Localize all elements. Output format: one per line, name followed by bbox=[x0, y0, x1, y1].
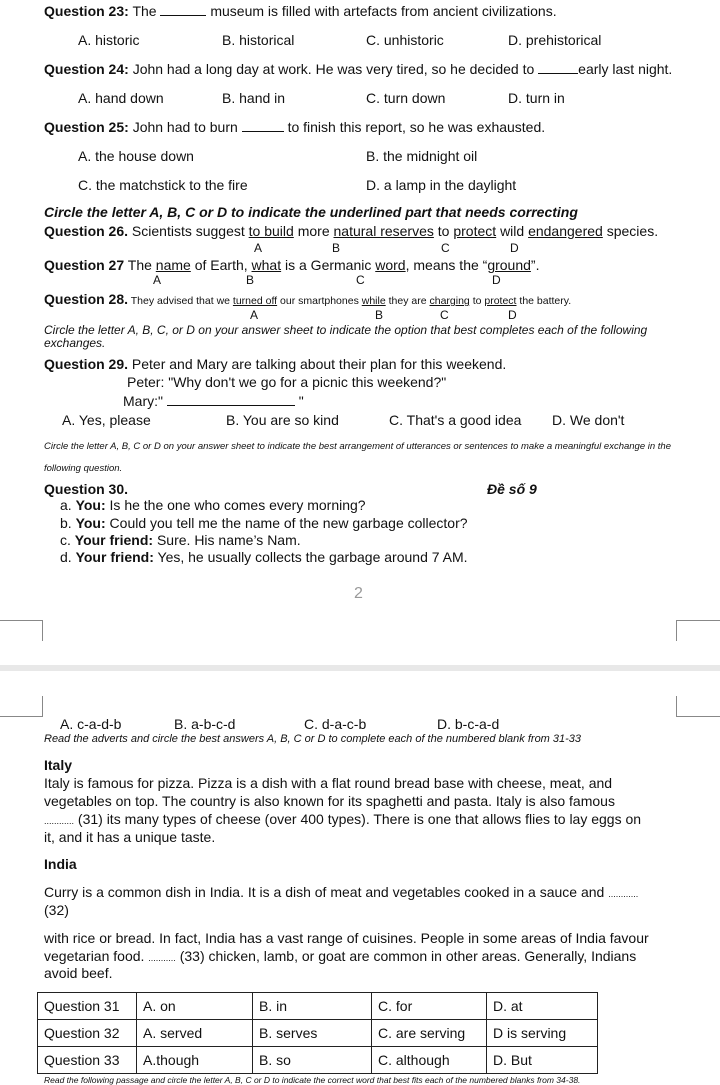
option-cell[interactable]: D is serving bbox=[487, 1020, 598, 1047]
question-number: Question 28. bbox=[44, 291, 129, 307]
option-cell[interactable]: B. so bbox=[253, 1047, 372, 1074]
underlined-part-a[interactable]: name bbox=[155, 257, 191, 273]
option-cell[interactable]: C. although bbox=[372, 1047, 487, 1074]
utterance-label: c. bbox=[60, 532, 71, 548]
question-24-stem bbox=[44, 61, 672, 77]
utterance-label: b. bbox=[60, 515, 72, 531]
option-d[interactable]: D. b-c-a-d bbox=[437, 716, 500, 732]
option-cell[interactable]: A. on bbox=[137, 993, 253, 1020]
stem-text: the battery. bbox=[519, 295, 572, 307]
question-number: Question 25: bbox=[44, 119, 129, 135]
page-corner-mark bbox=[0, 620, 43, 641]
advert-text: it, and it has a unique taste. bbox=[44, 829, 216, 845]
underlined-part-a[interactable]: turned off bbox=[232, 295, 278, 307]
option-b[interactable]: B. You are so kind bbox=[226, 412, 339, 428]
question-30-number bbox=[44, 481, 128, 497]
part-letter-c: C bbox=[441, 241, 450, 255]
stem-text: ”. bbox=[530, 257, 540, 273]
answer-blank: ............ bbox=[608, 889, 639, 899]
option-b[interactable]: B. hand in bbox=[222, 90, 286, 106]
question-number: Question 26. bbox=[44, 223, 129, 239]
option-a[interactable]: A. c-a-d-b bbox=[60, 716, 122, 732]
stem-text: The bbox=[127, 257, 152, 273]
question-number: Question 23: bbox=[44, 3, 129, 19]
utterance-d bbox=[60, 549, 468, 565]
option-a[interactable]: A. the house down bbox=[78, 148, 194, 164]
utterance-text: Is he the one who comes every morning? bbox=[109, 497, 366, 513]
utterance-a bbox=[60, 497, 366, 513]
utterance-label: d. bbox=[60, 549, 72, 565]
advert-text: avoid beef. bbox=[44, 965, 113, 981]
speaker-label: Mary:" bbox=[123, 393, 163, 409]
answer-table bbox=[37, 992, 598, 1074]
option-a[interactable]: A. hand down bbox=[78, 90, 164, 106]
answer-blank bbox=[167, 393, 295, 406]
advert-text bbox=[44, 948, 636, 964]
stem-text: John had to burn bbox=[132, 119, 238, 135]
advert-text bbox=[44, 811, 641, 827]
speaker-label: Your friend: bbox=[75, 549, 154, 565]
closing-quote: " bbox=[298, 393, 304, 409]
stem-text: Peter and Mary are talking about their plan for this weekend. bbox=[131, 356, 507, 372]
question-29-stem bbox=[44, 356, 506, 372]
part-letter-d: D bbox=[508, 308, 517, 322]
question-number: Question 24: bbox=[44, 61, 129, 77]
advert-text: vegetables on top. The country is also known for its spaghetti and pasta. Italy is also famous bbox=[44, 793, 615, 809]
section-instruction: Circle the letter A, B, C, or D on your answer sheet to indicate the option that best completes each of the following exchanges. bbox=[44, 323, 648, 350]
question-label: Question 31 bbox=[38, 993, 137, 1020]
stem-text: John had a long day at work. He was very tired, so he decided to bbox=[132, 61, 535, 77]
advert-text: Italy is famous for pizza. Pizza is a dish with a flat round bread base with cheese, meat, and bbox=[44, 775, 613, 791]
table-row bbox=[38, 1020, 598, 1047]
speaker-label: You: bbox=[75, 515, 106, 531]
utterance-text: Could you tell me the name of the new garbage collector? bbox=[109, 515, 468, 531]
stem-text: They advised that we bbox=[130, 295, 230, 307]
mary-line bbox=[123, 393, 304, 409]
stem-text: they are bbox=[388, 295, 427, 307]
part-letter-b: B bbox=[246, 273, 255, 287]
underlined-part-c[interactable]: word bbox=[375, 257, 406, 273]
question-number: Question 29. bbox=[44, 356, 129, 372]
underlined-part-c[interactable]: charging bbox=[429, 295, 470, 307]
advert-text-segment: (31) its many types of cheese (over 400 types). There is one that allows flies to lay eggs on bbox=[77, 811, 642, 827]
page-number: 2 bbox=[354, 585, 363, 602]
stem-text: to bbox=[472, 295, 482, 307]
underlined-part-b[interactable]: natural reserves bbox=[333, 223, 434, 239]
underlined-part-b[interactable]: while bbox=[361, 295, 386, 307]
part-letter-a: A bbox=[250, 308, 259, 322]
stem-text: more bbox=[297, 223, 330, 239]
option-cell[interactable]: D. But bbox=[487, 1047, 598, 1074]
advert-text-segment: (33) chicken, lamb, or goat are common in other areas. Generally, Indians bbox=[179, 948, 637, 964]
question-label: Question 33 bbox=[38, 1047, 137, 1074]
underlined-part-d[interactable]: protect bbox=[484, 295, 517, 307]
section-instruction: Read the adverts and circle the best answers A, B, C or D to complete each of the numbered blank from 31-33 bbox=[44, 733, 582, 745]
stem-text: to finish this report, so he was exhausted. bbox=[287, 119, 546, 135]
answer-blank bbox=[242, 119, 284, 132]
answer-blank: ............ bbox=[44, 816, 75, 826]
option-cell[interactable]: A.though bbox=[137, 1047, 253, 1074]
answer-blank bbox=[538, 61, 578, 74]
question-label: Question 32 bbox=[38, 1020, 137, 1047]
part-letter-a: A bbox=[254, 241, 263, 255]
underlined-part-b[interactable]: what bbox=[251, 257, 282, 273]
advert-text bbox=[44, 884, 638, 900]
utterance-text: Sure. His name’s Nam. bbox=[156, 532, 301, 548]
option-b[interactable]: B. a-b-c-d bbox=[174, 716, 236, 732]
option-d[interactable]: D. a lamp in the daylight bbox=[366, 177, 517, 193]
option-cell[interactable]: C. are serving bbox=[372, 1020, 487, 1047]
stem-text: Scientists suggest bbox=[131, 223, 245, 239]
part-letter-b: B bbox=[375, 308, 384, 322]
advert-text-segment: Curry is a common dish in India. It is a dish of meat and vegetables cooked in a sauce and bbox=[44, 884, 605, 900]
stem-text: of Earth, bbox=[194, 257, 248, 273]
part-letter-b: B bbox=[332, 241, 341, 255]
section-instruction: Circle the letter A, B, C or D on your answer sheet to indicate the best arrangement of utterances or sentences to make a meaningful exchange in the following question. bbox=[44, 441, 671, 474]
stem-text: The bbox=[132, 3, 157, 19]
part-letter-c: C bbox=[356, 273, 365, 287]
stem-text: , means the “ bbox=[405, 257, 488, 273]
speaker-label: Your friend: bbox=[74, 532, 154, 548]
table-row bbox=[38, 1047, 598, 1074]
option-c[interactable]: C. the matchstick to the fire bbox=[78, 177, 248, 193]
advert-title: Italy bbox=[44, 757, 73, 773]
option-c[interactable]: C. unhistoric bbox=[366, 32, 444, 48]
page-corner-mark bbox=[676, 696, 720, 717]
question-28-stem bbox=[44, 291, 571, 307]
underlined-part-c[interactable]: protect bbox=[453, 223, 497, 239]
option-c[interactable]: C. turn down bbox=[366, 90, 446, 106]
answer-blank bbox=[160, 3, 206, 16]
option-a[interactable]: A. historic bbox=[78, 32, 140, 48]
option-cell[interactable]: C. for bbox=[372, 993, 487, 1020]
option-d[interactable]: D. turn in bbox=[508, 90, 565, 106]
page-break bbox=[0, 665, 720, 671]
utterance-text: Yes, he usually collects the garbage around 7 AM. bbox=[157, 549, 468, 565]
option-c[interactable]: C. d-a-c-b bbox=[304, 716, 367, 732]
question-26-stem bbox=[44, 223, 658, 239]
option-cell[interactable]: B. in bbox=[253, 993, 372, 1020]
option-d[interactable]: D. prehistorical bbox=[508, 32, 602, 48]
part-letter-d: D bbox=[492, 273, 501, 287]
exam-tag: Đề số 9 bbox=[487, 481, 537, 497]
utterance-label: a. bbox=[60, 497, 72, 513]
question-25-stem bbox=[44, 119, 545, 135]
option-b[interactable]: B. the midnight oil bbox=[366, 148, 478, 164]
page-corner-mark bbox=[676, 620, 720, 641]
part-letter-d: D bbox=[510, 241, 519, 255]
underlined-part-d[interactable]: endangered bbox=[528, 223, 603, 239]
section-instruction: Circle the letter A, B, C or D to indicate the underlined part that needs correcting bbox=[44, 204, 578, 220]
option-cell[interactable]: D. at bbox=[487, 993, 598, 1020]
stem-text: to bbox=[437, 223, 450, 239]
blank-number: (32) bbox=[44, 902, 69, 918]
page-corner-mark bbox=[0, 696, 43, 717]
stem-text: species. bbox=[606, 223, 659, 239]
stem-text: is a Germanic bbox=[285, 257, 372, 273]
stem-text: early last night. bbox=[578, 61, 673, 77]
question-number: Question 27 bbox=[44, 257, 125, 273]
option-a[interactable]: A. Yes, please bbox=[62, 412, 151, 428]
advert-title: India bbox=[44, 856, 77, 872]
stem-text: wild bbox=[500, 223, 525, 239]
question-number: Question 30. bbox=[44, 481, 129, 497]
option-c[interactable]: C. That's a good idea bbox=[389, 412, 522, 428]
stem-text: our smartphones bbox=[280, 295, 359, 307]
part-letter-c: C bbox=[440, 308, 449, 322]
advert-text: with rice or bread. In fact, India has a vast range of cuisines. People in some areas of India favour bbox=[44, 930, 649, 946]
option-d[interactable]: D. We don't bbox=[552, 412, 625, 428]
peter-line: Peter: "Why don't we go for a picnic this weekend?" bbox=[127, 374, 447, 390]
underlined-part-a[interactable]: to build bbox=[248, 223, 294, 239]
option-cell[interactable]: A. served bbox=[137, 1020, 253, 1047]
option-b[interactable]: B. historical bbox=[222, 32, 295, 48]
question-27-stem bbox=[44, 257, 539, 273]
option-cell[interactable]: B. serves bbox=[253, 1020, 372, 1047]
table-row bbox=[38, 993, 598, 1020]
section-instruction: Read the following passage and circle the letter A, B, C or D to indicate the correct word that best fits each of the numbered blanks from 34-38. bbox=[44, 1075, 581, 1085]
utterance-c bbox=[60, 532, 301, 548]
question-23-stem bbox=[44, 3, 557, 19]
advert-text-segment: vegetarian food. bbox=[44, 948, 145, 964]
utterance-b bbox=[60, 515, 468, 531]
answer-blank: ........... bbox=[148, 953, 176, 963]
underlined-part-d[interactable]: ground bbox=[487, 257, 531, 273]
stem-text: museum is filled with artefacts from ancient civilizations. bbox=[210, 3, 557, 19]
speaker-label: You: bbox=[75, 497, 106, 513]
part-letter-a: A bbox=[153, 273, 162, 287]
